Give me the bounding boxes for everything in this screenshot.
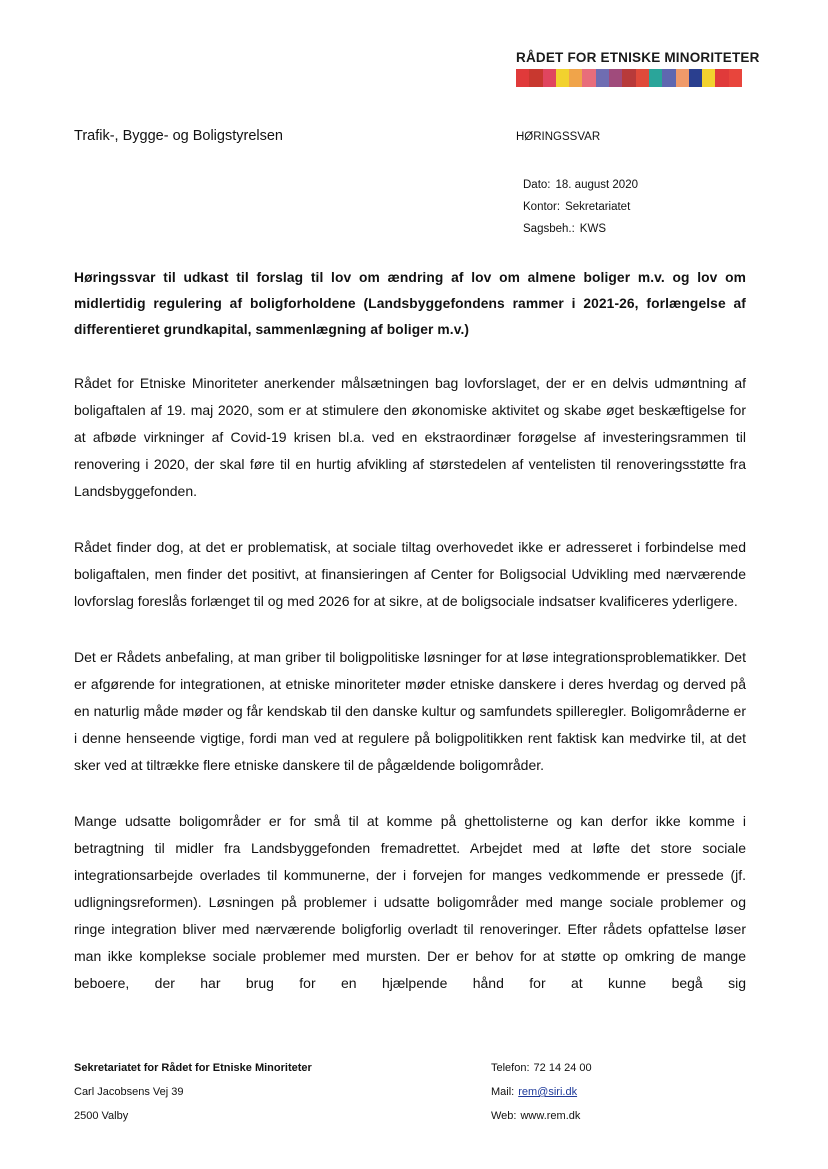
- logo-color-segment: [702, 69, 715, 87]
- logo-color-segment: [729, 69, 742, 87]
- mail-label: Mail:: [491, 1086, 515, 1098]
- document-meta: [523, 174, 638, 240]
- logo-color-segment: [543, 69, 556, 87]
- logo-color-segment: [636, 69, 649, 87]
- meta-case-handler-label: Sagsbeh.:: [523, 223, 575, 235]
- footer-web: [491, 1104, 592, 1128]
- meta-date-label: Dato:: [523, 179, 551, 191]
- logo-color-segment: [569, 69, 582, 87]
- subject-heading: Høringssvar til udkast til forslag til lov om ændring af lov om almene boliger m.v. og lov om midlertidig regulering af boligforholdene (Landsbyggefondens rammer i 2021-26, forlængelse af differentieret grundkapital, sammenlægning af boliger m.v.): [74, 270, 746, 337]
- footer-contact: [491, 1056, 592, 1128]
- logo-color-segment: [689, 69, 702, 87]
- letter-body: [74, 370, 746, 997]
- meta-date: [523, 174, 638, 196]
- logo-color-segment: [662, 69, 675, 87]
- logo-color-bar: [516, 69, 742, 87]
- logo-color-segment: [516, 69, 529, 87]
- logo-color-segment: [715, 69, 728, 87]
- footer-city: 2500 Valby: [74, 1110, 129, 1122]
- logo-text: RÅDET FOR ETNISKE MINORITETER: [516, 50, 760, 65]
- meta-case-handler: [523, 218, 638, 240]
- meta-date-value: 18. august 2020: [555, 179, 638, 191]
- meta-office: [523, 196, 638, 218]
- logo-color-segment: [676, 69, 689, 87]
- logo-color-segment: [622, 69, 635, 87]
- body-paragraph: Mange udsatte boligområder er for små til at komme på ghettolisterne og kan derfor ikke komme i betragtning til midler fra Landsbyggefonden fremadrettet. Arbejdet med at løfte det store sociale integrationsarbejde overlades til kommunerne, der i forvejen for manges vedkommende er pressede (jf. udligningsreformen). Løsningen på problemer i udsatte boligområder med mange sociale problemer og ringe integration bliver med nærværende boligforlig overladt til renoveringer. Efter rådets opfattelse løser man ikke komplekse sociale problemer med mursten. Der er behov for at støtte op omkring de mange beboere, der har brug for en hjælpende hånd for at kunne begå sig: [74, 813, 746, 991]
- document-type: HØRINGSSVAR: [516, 131, 601, 143]
- organization-logo: [516, 50, 760, 87]
- phone-label: Telefon:: [491, 1062, 530, 1074]
- meta-office-label: Kontor:: [523, 201, 561, 213]
- web-label: Web:: [491, 1110, 517, 1122]
- meta-case-handler-value: KWS: [579, 223, 606, 235]
- phone-value: 72 14 24 00: [533, 1062, 592, 1074]
- body-paragraph: Rådet finder dog, at det er problematisk, at sociale tiltag overhovedet ikke er adresseret i forbindelse med boligaftalen, men finder det positivt, at finansieringen af Center for Boligsocial Udvikling med nærværende lovforslag foreslås forlænget til og med 2026 for at sikre, at de boligsociale indsatser kvalificeres yderligere.: [74, 539, 746, 609]
- body-paragraph: Det er Rådets anbefaling, at man griber til boligpolitiske løsninger for at løse integrationsproblematikker. Det er afgørende for integrationen, at etniske minoriteter møder etniske danskere i deres hverdag og derved på en naturlig måde møder og får kendskab til den danske kultur og samfundets spilleregler. Boligområderne er i denne henseende vigtige, fordi man ved at regulere på boligpolitikken rent faktisk kan medvirke til, at det sker ved at tiltrække flere etniske danskere til de pågældende boligområder.: [74, 649, 746, 773]
- footer-street: Carl Jacobsens Vej 39: [74, 1086, 184, 1098]
- meta-office-value: Sekretariatet: [565, 201, 631, 213]
- logo-color-segment: [529, 69, 542, 87]
- logo-color-segment: [596, 69, 609, 87]
- logo-color-segment: [609, 69, 622, 87]
- mail-link[interactable]: rem@siri.dk: [518, 1086, 578, 1098]
- web-value: www.rem.dk: [520, 1110, 581, 1122]
- body-paragraph: Rådet for Etniske Minoriteter anerkender målsætningen bag lovforslaget, der er en delvis udmøntning af boligaftalen af 19. maj 2020, som er at stimulere den økonomiske aktivitet og skabe øget beskæftigelse for at afbøde virkninger af Covid-19 krisen bl.a. ved en ekstraordinær forøgelse af investeringsrammen til renovering i 2020, der skal føre til en hurtig afvikling af størstedelen af ventelisten til renoveringsstøtte fra Landsbyggefonden.: [74, 375, 746, 499]
- footer-org-name: Sekretariatet for Rådet for Etniske Minoriteter: [74, 1062, 312, 1074]
- footer-phone: [491, 1056, 592, 1080]
- footer-address: [74, 1056, 312, 1128]
- logo-color-segment: [649, 69, 662, 87]
- footer-mail: [491, 1080, 592, 1104]
- logo-color-segment: [582, 69, 595, 87]
- logo-color-segment: [556, 69, 569, 87]
- recipient: Trafik-, Bygge- og Boligstyrelsen: [74, 128, 283, 144]
